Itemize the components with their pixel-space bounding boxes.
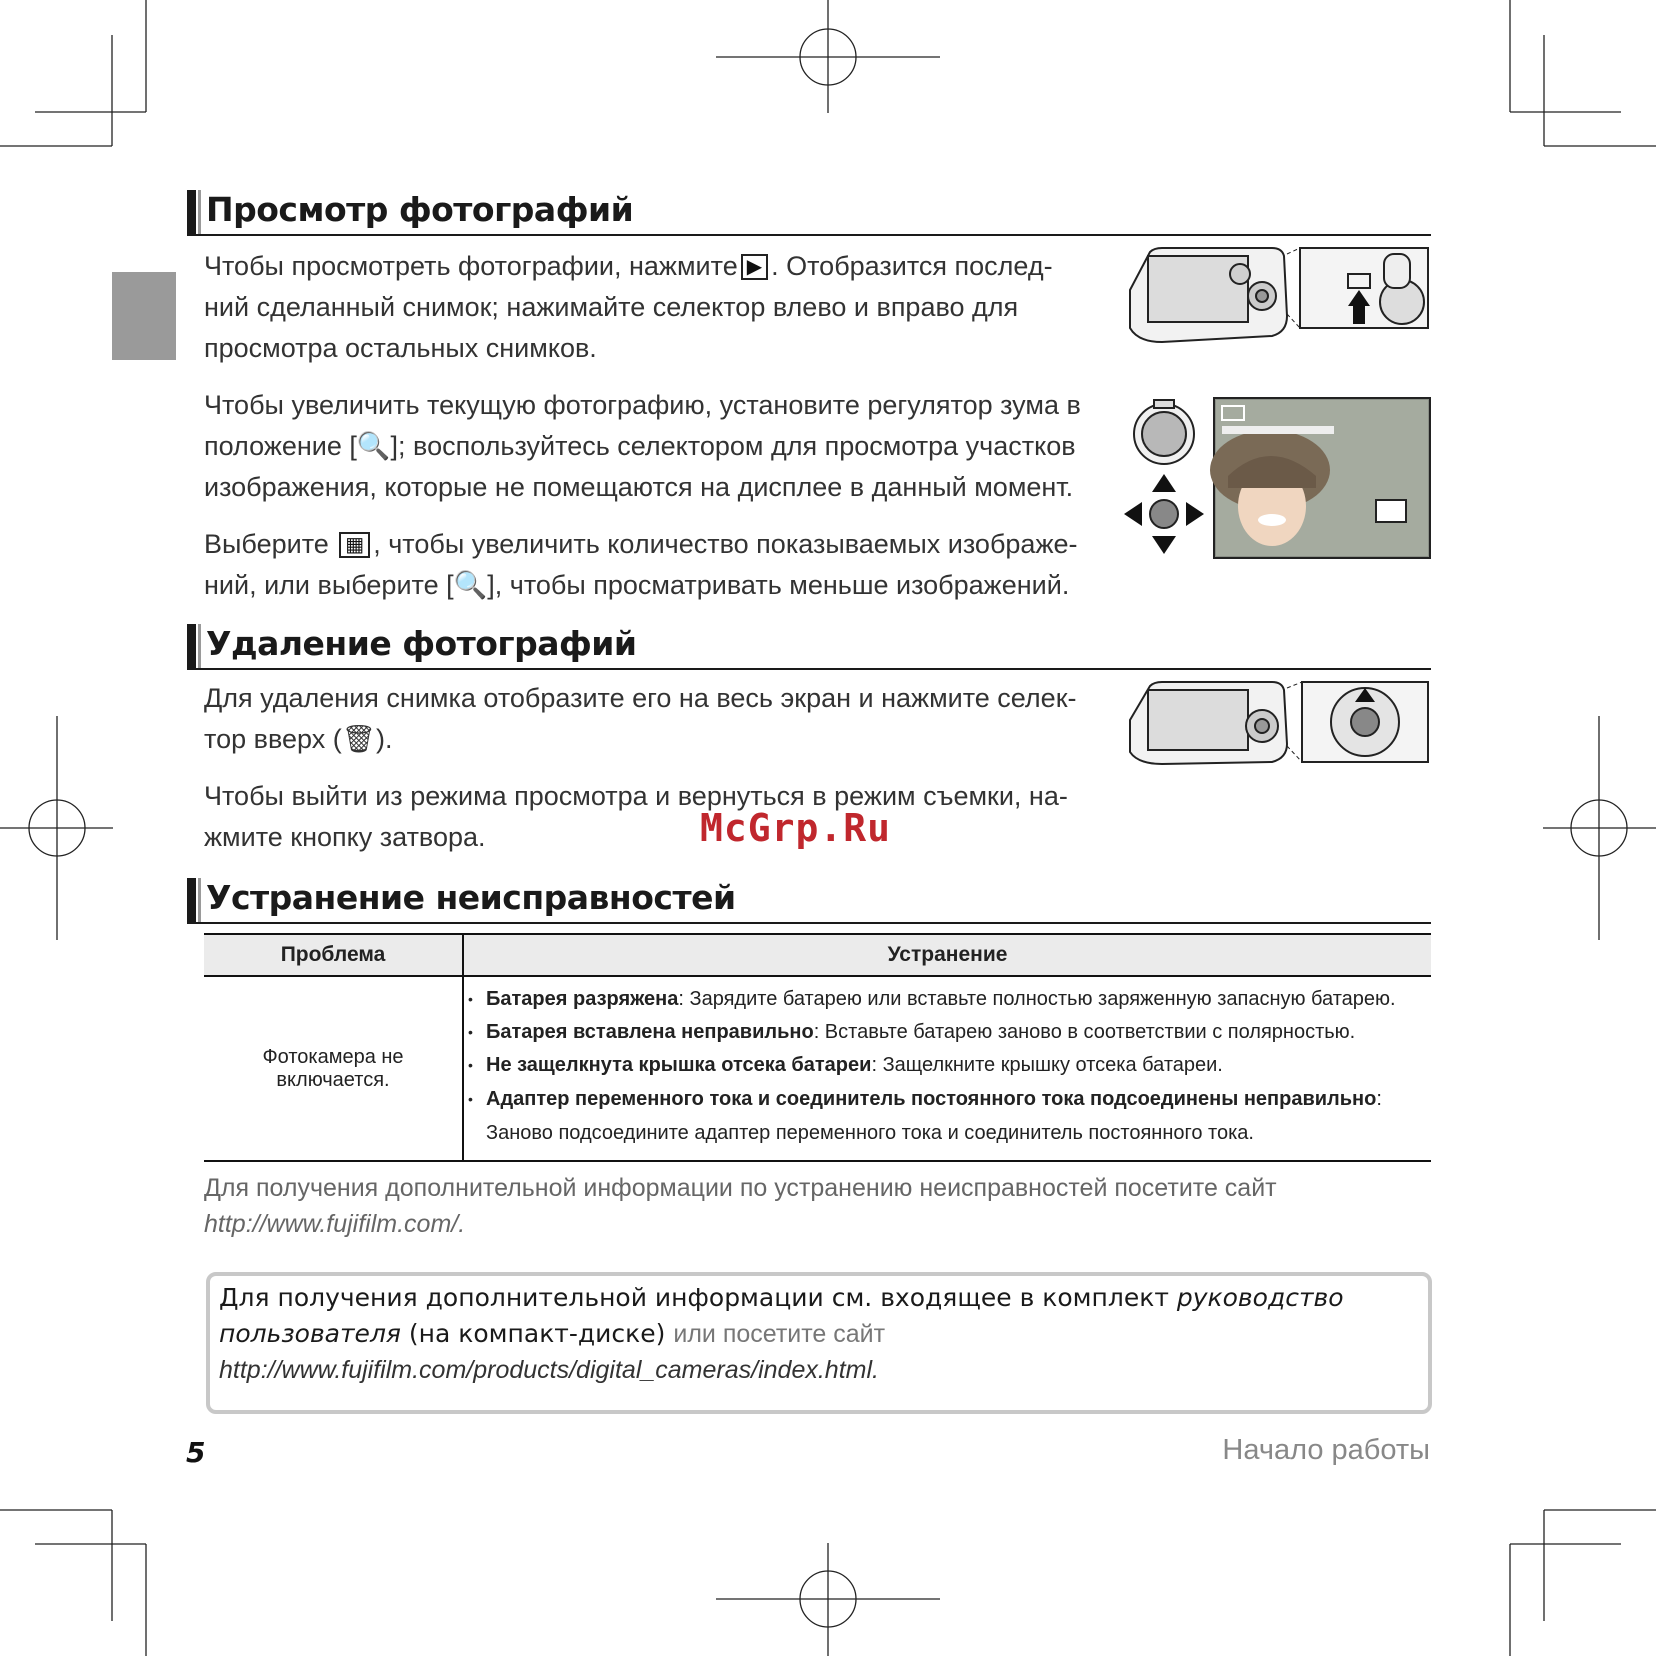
- troubleshooting-table: [204, 933, 1431, 1162]
- delete-paragraph-1: Для удаления снимка отобразите его на весь экран и нажмите селек- тор вверх (🗑).: [204, 683, 1077, 754]
- list-item: • Не защелкнута крышка отсека батареи: Защелкните крышку отсека батареи.: [464, 1049, 1431, 1082]
- table-row: [204, 976, 1431, 1161]
- section-heading-delete: [187, 620, 1431, 670]
- solution-cell: [463, 976, 1431, 1161]
- more-info-text: Для получения дополнительной информации по устранению неисправностей посетите сайт http://www.fujifilm.com/.: [204, 1174, 1277, 1238]
- section-heading-troubleshooting: [187, 874, 1431, 924]
- list-item: • Адаптер переменного тока и соединитель постоянного тока подсоединены неправильно: Заново подсоедините адаптер переменного тока и соединитель постоянного тока.: [464, 1082, 1431, 1150]
- section-title-delete: Удаление фотографий: [206, 624, 637, 663]
- fujifilm-link[interactable]: http://www.fujifilm.com/.: [204, 1210, 466, 1238]
- zoom-in-icon: [🔍]: [446, 570, 495, 600]
- section-title-view: Просмотр фотографий: [206, 190, 634, 229]
- header-solution: Устранение: [463, 934, 1431, 976]
- list-item: • Батарея разряжена: Зарядите батарею или вставьте полностью заряженную запасную батарею.: [464, 983, 1431, 1016]
- view-paragraph-3: Выберите ▦ , чтобы увеличить количество показываемых изображе- ний, или выберите [🔍], чтобы просматривать меньше изображений.: [204, 529, 1078, 600]
- multi-frame-icon: ▦: [339, 532, 370, 558]
- trash-icon-text: тор вверх (🗑).: [204, 724, 393, 754]
- list-item: • Батарея вставлена неправильно: Вставьте батарею заново в соответствии с полярностью.: [464, 1016, 1431, 1049]
- zoom-playback-illustration: [1120, 396, 1432, 560]
- chapter-side-tab: [112, 272, 176, 360]
- camera-selector-up-illustration: [1122, 680, 1432, 766]
- table-header-row: [204, 934, 1431, 976]
- delete-paragraph-2: Чтобы выйти из режима просмотра и вернуться в режим съемки, на- жмите кнопку затвора.: [204, 781, 1068, 852]
- watermark: McGrp.Ru: [700, 806, 892, 850]
- page-number: 5: [186, 1436, 206, 1469]
- note-text: Для получения дополнительной информации см. входящее в комплект руководство пользователя (на компакт-диске) или посетите сайт http://www.fujifilm.com/products/digital_cameras/index.html.: [219, 1283, 1344, 1384]
- section-title-troubleshooting: Устранение неисправностей: [206, 878, 736, 917]
- problem-cell: Фотокамера не включается.: [204, 976, 463, 1161]
- section-heading-view: [187, 186, 1431, 236]
- products-link[interactable]: http://www.fujifilm.com/products/digital_cameras/index.html.: [219, 1356, 879, 1384]
- chapter-title: Начало работы: [1222, 1434, 1430, 1466]
- camera-playback-button-illustration: [1122, 244, 1432, 348]
- view-paragraph-2: Чтобы увеличить текущую фотографию, установите регулятор зума в положение [🔍]; воспользуйтесь селектором для просмотра участков изображения, которые не помещаются на дисплее в данный момент.: [204, 390, 1081, 502]
- playback-button-icon: ▶: [741, 254, 768, 280]
- zoom-in-icon: [🔍]: [349, 431, 399, 461]
- header-problem: Проблема: [204, 934, 463, 976]
- view-paragraph-1: Чтобы просмотреть фотографии, нажмите ▶ . Отобразится послед- ний сделанный снимок; нажимайте селектор влево и вправо для просмотра остальных снимков.: [204, 251, 1053, 363]
